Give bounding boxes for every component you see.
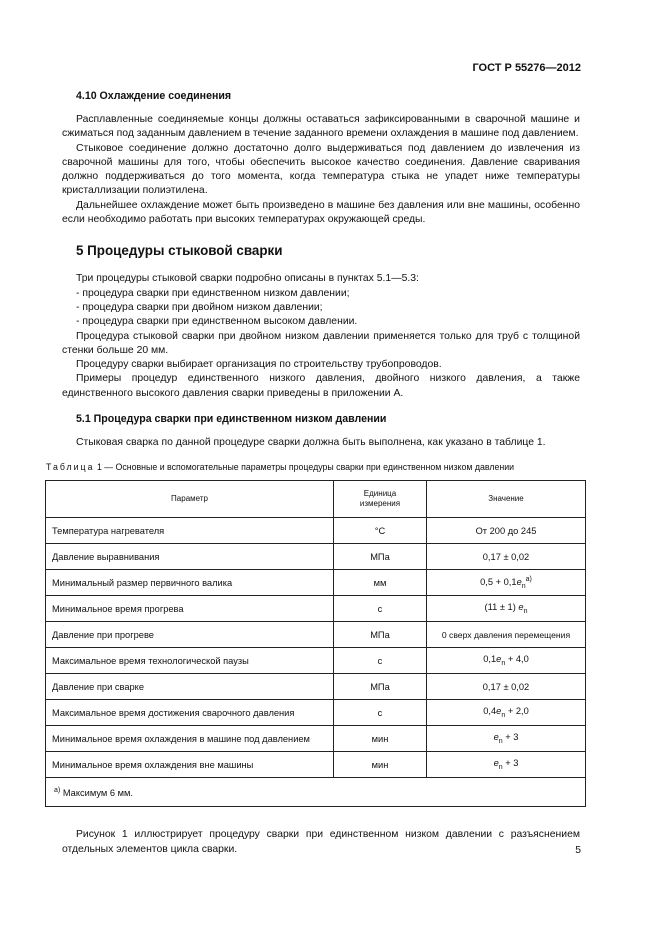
paragraph: Процедуру сварки выбирает организация по строительству трубопроводов. bbox=[76, 359, 442, 371]
table-caption-label: Таблица bbox=[46, 462, 95, 473]
cell-param: Минимальное время охлаждения вне машины bbox=[46, 752, 334, 778]
section-5-title: 5 Процедуры стыковой сварки bbox=[76, 243, 283, 259]
cell-value bbox=[427, 596, 586, 622]
cell-param: Минимальный размер первичного валика bbox=[46, 570, 334, 596]
cell-value bbox=[427, 700, 586, 726]
table-row bbox=[46, 570, 586, 596]
section-5-1-title: 5.1 Процедура сварки при единственном низком давлении bbox=[76, 413, 387, 426]
cell-unit: МПа bbox=[334, 544, 427, 570]
paragraph: Расплавленные соединяемые концы должны оставаться зафиксированными в сварочной машине и сжиматься под заданным давлением в течение заданного времени охлаждения в машине под давлением. bbox=[62, 114, 580, 140]
footnote-text: Максимум 6 мм. bbox=[60, 787, 133, 798]
page-content bbox=[46, 90, 580, 857]
table-caption bbox=[46, 462, 580, 472]
value-part: 0,5 + 0,1 bbox=[480, 576, 517, 587]
value-sub: n bbox=[498, 764, 503, 772]
footnote-mark: а) bbox=[54, 786, 61, 794]
paragraph: Стыковое соединение должно достаточно долго выдерживаться под давлением до извлечения из сварочной машины для того, чтобы обеспечить высокое качество соединения. Давление сваривания должно поддерживаться до того момента, когда температура стыка не упадет ниже температуры кристаллизации полиэтилена. bbox=[62, 142, 580, 197]
value-part: + 3 bbox=[502, 758, 519, 769]
value-part: 0,4 bbox=[483, 706, 497, 717]
value-sub: n bbox=[498, 738, 503, 746]
value-part: + 3 bbox=[502, 732, 519, 743]
cell-unit: мин bbox=[334, 752, 427, 778]
table-row bbox=[46, 700, 586, 726]
cell-value: 0,17 ± 0,02 bbox=[427, 674, 586, 700]
table-row bbox=[46, 596, 586, 622]
value-var: e bbox=[516, 576, 522, 587]
cell-unit: с bbox=[334, 648, 427, 674]
value-part: + 4,0 bbox=[505, 654, 529, 665]
header-unit-line1: Единица bbox=[363, 489, 397, 499]
header-unit-line2: измерения bbox=[359, 499, 401, 509]
cell-param: Максимальное время технологической паузы bbox=[46, 648, 334, 674]
table-row bbox=[46, 544, 586, 570]
cell-unit: с bbox=[334, 596, 427, 622]
list-item: - процедура сварки при двойном низком давлении; bbox=[76, 301, 323, 313]
paragraph: Стыковая сварка по данной процедуре сварки должна быть выполнена, как указано в таблице 1. bbox=[76, 437, 546, 449]
parameters-table bbox=[45, 480, 586, 807]
list-item: - процедура сварки при единственном высоком давлении. bbox=[76, 316, 358, 328]
header-value: Значение bbox=[427, 481, 586, 518]
cell-value bbox=[427, 648, 586, 674]
value-var: e bbox=[496, 654, 502, 665]
cell-unit: мм bbox=[334, 570, 427, 596]
cell-value: 0,17 ± 0,02 bbox=[427, 544, 586, 570]
paragraph: Дальнейшее охлаждение может быть произведено в машине без давления или вне машины, особенно если необходимо работать при высоких температурах окружающей среды. bbox=[62, 199, 580, 226]
cell-unit: мин bbox=[334, 726, 427, 752]
cell-unit: МПа bbox=[334, 622, 427, 648]
cell-unit: МПа bbox=[334, 674, 427, 700]
table-row bbox=[46, 726, 586, 752]
value-part: + 2,0 bbox=[505, 706, 529, 717]
cell-param: Температура нагревателя bbox=[46, 518, 334, 544]
cell-param: Давление при сварке bbox=[46, 674, 334, 700]
table-row bbox=[46, 674, 586, 700]
table-row bbox=[46, 518, 586, 544]
page-number: 5 bbox=[575, 845, 581, 856]
footnote-ref: а) bbox=[525, 575, 532, 583]
table-row bbox=[46, 752, 586, 778]
value-part: 0,1 bbox=[483, 654, 497, 665]
cell-param: Максимальное время достижения сварочного давления bbox=[46, 700, 334, 726]
cell-value: От 200 до 245 bbox=[427, 518, 586, 544]
cell-param: Давление при прогреве bbox=[46, 622, 334, 648]
value-part: (11 ± 1) bbox=[484, 602, 519, 613]
value-sub: n bbox=[521, 582, 526, 590]
procedure-list bbox=[62, 287, 580, 330]
paragraph: Три процедуры стыковой сварки подробно описаны в пунктах 5.1—5.3: bbox=[76, 273, 419, 285]
value-sub: n bbox=[501, 660, 506, 668]
table-row bbox=[46, 648, 586, 674]
header-unit bbox=[334, 481, 427, 518]
value-sub: n bbox=[523, 608, 528, 616]
cell-value bbox=[427, 752, 586, 778]
table-header-row bbox=[46, 481, 586, 518]
cell-value: 0 сверх давления перемещения bbox=[427, 622, 586, 648]
paragraph: Рисунок 1 иллюстрирует процедуру сварки при единственном низком давлении с разъяснением отдельных элементов цикла сварки. bbox=[62, 829, 580, 855]
table-footnote bbox=[46, 778, 586, 807]
cell-param: Давление выравнивания bbox=[46, 544, 334, 570]
table-row bbox=[46, 622, 586, 648]
document-code: ГОСТ Р 55276—2012 bbox=[472, 62, 581, 74]
section-4-10-title: 4.10 Охлаждение соединения bbox=[76, 90, 232, 102]
value-var: e bbox=[493, 758, 499, 769]
table-caption-text: 1 — Основные и вспомогательные параметры процедуры сварки при единственном низком давлении bbox=[94, 462, 515, 473]
cell-value bbox=[427, 726, 586, 752]
paragraph: Процедура стыковой сварки при двойном низком давлении применяется только для труб с толщиной стенки больше 20 мм. bbox=[62, 330, 580, 356]
cell-param: Минимальное время охлаждения в машине под давлением bbox=[46, 726, 334, 752]
list-item: - процедура сварки при единственном низком давлении; bbox=[76, 287, 350, 299]
value-sub: n bbox=[501, 712, 506, 720]
value-var: e bbox=[493, 732, 499, 743]
table-footnote-row bbox=[46, 778, 586, 807]
value-var: e bbox=[496, 706, 502, 717]
cell-value bbox=[427, 570, 586, 596]
cell-param: Минимальное время прогрева bbox=[46, 596, 334, 622]
header-param: Параметр bbox=[46, 481, 334, 518]
cell-unit: с bbox=[334, 700, 427, 726]
cell-unit: °С bbox=[334, 518, 427, 544]
value-var: e bbox=[518, 602, 524, 613]
paragraph: Примеры процедур единственного низкого давления, двойного низкого давления, а также единственного высокого давления сварки приведены в приложении А. bbox=[62, 373, 580, 399]
